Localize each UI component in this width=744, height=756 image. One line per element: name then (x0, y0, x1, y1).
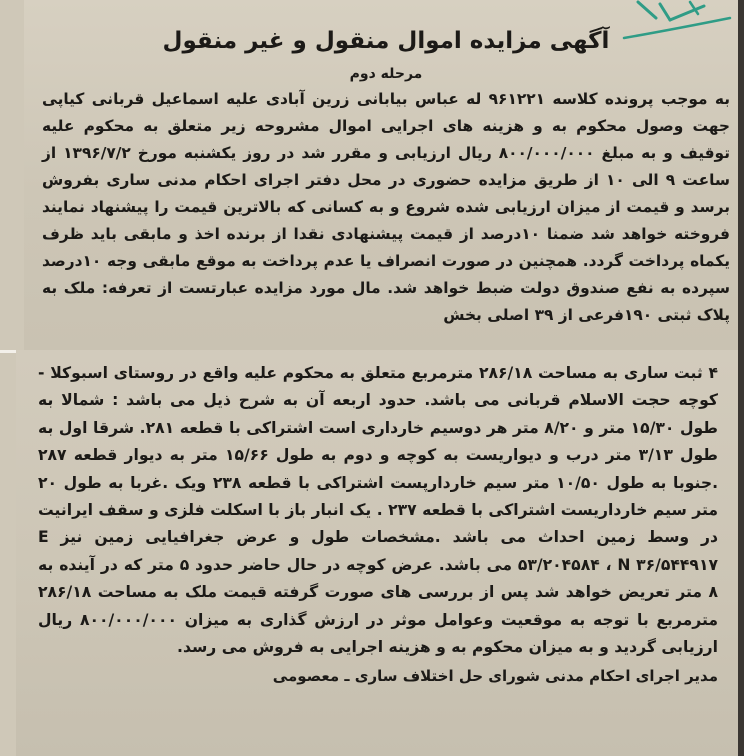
notice-stage: مرحله دوم (349, 66, 423, 82)
notice-signature: مدیر اجرای احکام مدنی شورای حل اختلاف ساری ـ معصومی (272, 667, 718, 686)
notice-title: آگهی مزایده اموال منقول و غیر منقول (162, 28, 610, 54)
clipping-right-edge (738, 0, 744, 756)
notice-bottom-section (16, 350, 744, 756)
notice-top-section (24, 0, 744, 350)
notice-paragraph-top: به موجب پرونده کلاسه ۹۶۱۲۲۱ له عباس بیابانی زرین آبادی علیه اسماعیل قربانی کیاپی جهت وصول محکوم به و هزینه های اجرایی اموال مشروحه زیر متعلق به محکوم علیه توقیف و به مبلغ ۸۰۰/۰۰۰/۰۰۰ ریال ارزیابی و مقرر شد در روز یکشنبه مورخ ۱۳۹۶/۷/۲ از ساعت ۹ الی ۱۰ از طریق مزایده حضوری در محل دفتر اجرای احکام مدنی ساری بفروش برسد و قیمت از میزان ارزیابی شده شروع و به کسانی که بالاترین قیمت را پیشنهاد نمایند فروخته خواهد شد ضمنا ۱۰درصد از قیمت پیشنهادی نقدا از برنده اخذ و مابقی باید ظرف یکماه پرداخت گردد. همچنین در صورت انصراف یا عدم پرداخت به موقع مابقی وجه ۱۰درصد سپرده به نفع صندوق دولت ضبط خواهد شد. مال مورد مزایده عبارتست از تعرفه: ملک به پلاک ثبتی ۱۹۰فرعی از ۳۹ اصلی بخش (42, 90, 731, 324)
notice-paragraph-bottom: ۴ ثبت ساری به مساحت ۲۸۶/۱۸ مترمربع متعلق به محکوم علیه واقع در روستای اسبوکلا - کوچه حجت الاسلام قربانی می باشد. حدود اربعه آن به شرح ذیل می باشد : شمالا به طول ۱۵/۳۰ متر و ۸/۲۰ متر هر دوسیم خارداری است اشتراکی با قطعه ۲۸۱. شرقا اول به طول ۳/۱۳ متر درب و دیواریست به کوچه و دوم به طول ۱۵/۶۶ متر به دیوار قطعه ۲۸۷ .جنوبا به طول ۱۰/۵۰ متر سیم خاردارپست اشتراکی با قطعه ۲۳۸ ویک .غربا به طول ۲۰ متر سیم خارداریست اشتراکی با قطعه ۲۳۷ . یک انبار باز با اسکلت فلزی و سقف ایرانیت در وسط زمین احداث می باشد .مشخصات طول و عرض جغرافیایی زمین نیز E ۵۳/۲۰۴۵۸۴ ، N ۳۶/۵۴۴۹۱۷ می باشد. عرض کوچه در حال حاضر حدود ۵ متر که در آینده به ۸ متر تعریض خواهد شد پس از بررسی های صورت گرفته قیمت ملک به مساحت ۲۸۶/۱۸ مترمربع با توجه به موقعیت وعوامل موثر در ارزش گذاری به میزان ۸۰۰/۰۰۰/۰۰۰ ریال ارزیابی گردید و به میزان محکوم به و هزینه اجرایی به فروش می رسد. (38, 364, 719, 657)
